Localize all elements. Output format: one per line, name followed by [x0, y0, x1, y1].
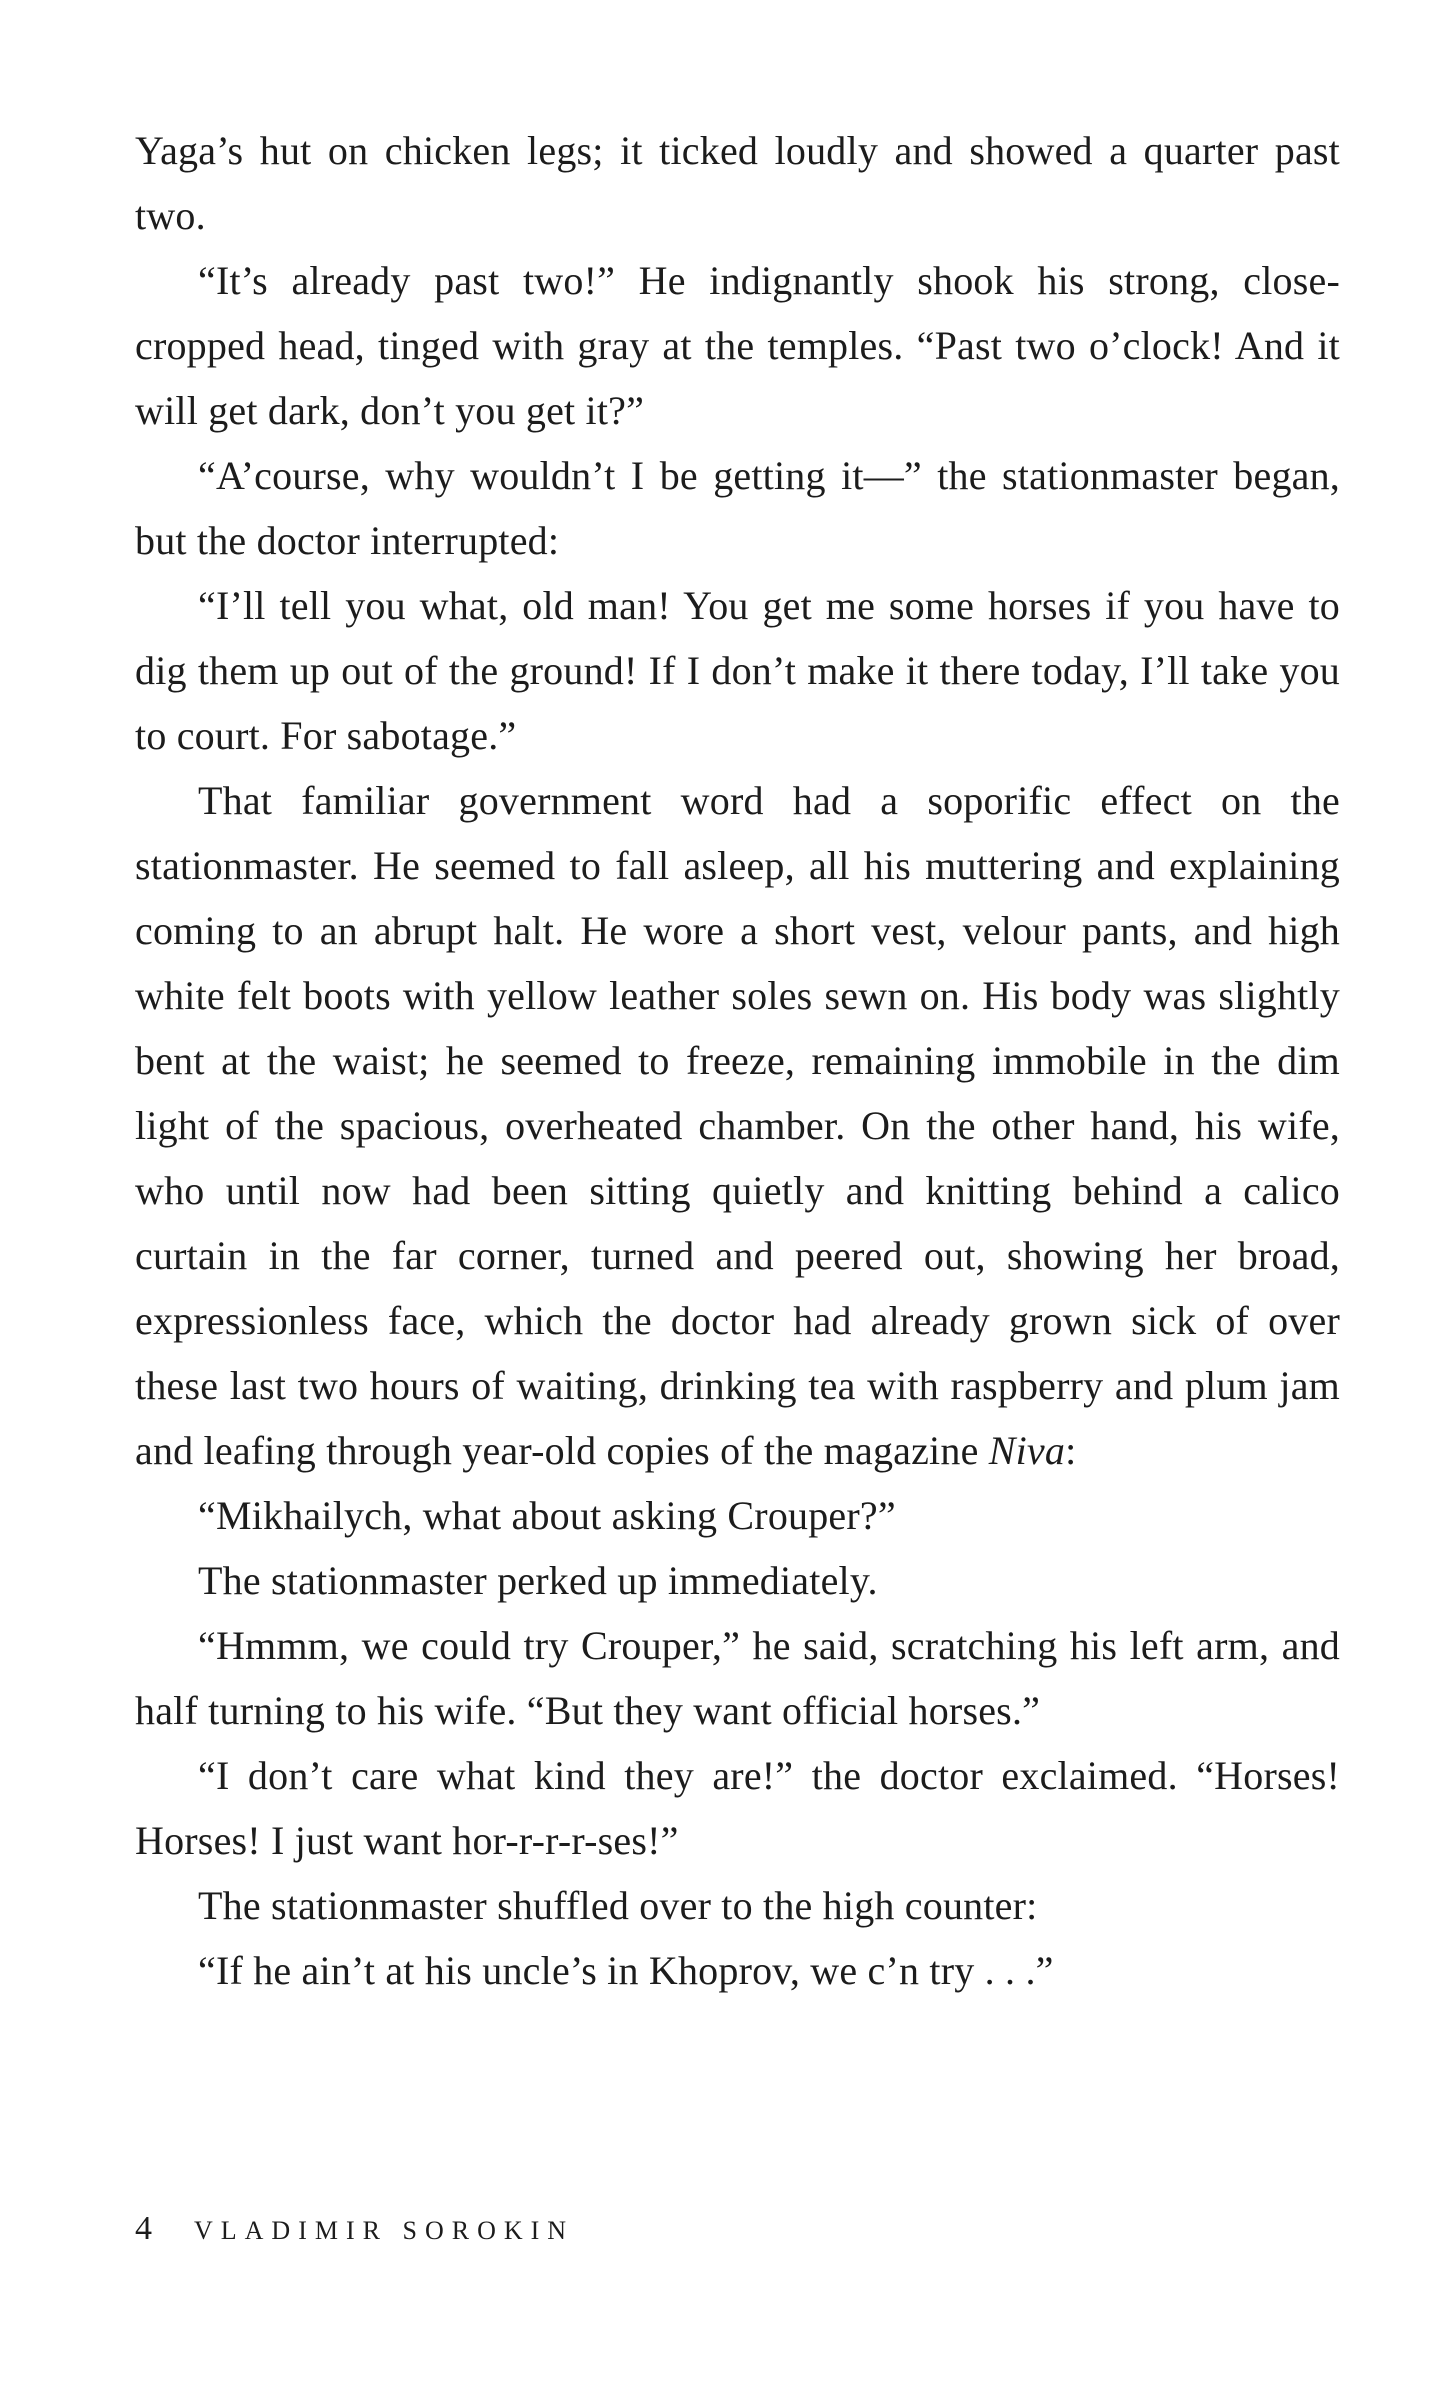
paragraph: “If he ain’t at his uncle’s in Khoprov, we c’n try . . .” [198, 1948, 1054, 1993]
paragraph: The stationmaster perked up immediately. [198, 1558, 878, 1603]
paragraph-with-magazine [135, 768, 1340, 1483]
magazine-colon: : [1065, 1428, 1077, 1473]
paragraph: “I’ll tell you what, old man! You get me some horses if you have to dig them up out of the ground! If I don’t make it there today, I’ll take you to court. For sabotage.” [135, 583, 1340, 758]
paragraph: The stationmaster shuffled over to the high counter: [198, 1883, 1038, 1928]
running-head-author: VLADIMIR SOROKIN [194, 2216, 575, 2245]
paragraph: “Mikhailych, what about asking Crouper?” [198, 1493, 896, 1538]
paragraph-text: That familiar government word had a soporific effect on the stationmaster. He seemed to fall asleep, all his muttering and explaining coming to an abrupt halt. He wore a short vest, velour pants, and high white felt boots with yellow leather soles sewn on. His body was slightly bent at the waist; he seemed to freeze, remaining immobile in the dim light of the spacious, overheated chamber. On the other hand, his wife, who until now had been sitting quietly and knitting behind a calico curtain in the far corner, turned and peered out, showing her broad, expressionless face, which the doctor had already grown sick of over these last two hours of waiting, drinking tea with raspberry and plum jam and leafing through year-old copies of the magazine [135, 778, 1340, 1473]
page-number: 4 [135, 2210, 152, 2247]
paragraph: “It’s already past two!” He indignantly shook his strong, close-cropped head, tinged with gray at the temples. “Past two o’clock! And it will get dark, don’t you get it?” [135, 258, 1340, 433]
paragraph: “Hmmm, we could try Crouper,” he said, scratching his left arm, and half turning to his wife. “But they want official horses.” [135, 1623, 1340, 1733]
magazine-title: Niva [988, 1428, 1066, 1473]
page-footer [135, 2210, 574, 2248]
body-text [135, 118, 1340, 2003]
paragraph-continued: Yaga’s hut on chicken legs; it ticked loudly and showed a quarter past two. [135, 128, 1340, 238]
paragraph: “I don’t care what kind they are!” the doctor exclaimed. “Horses! Horses! I just want hor-r-r-r-ses!” [135, 1753, 1340, 1863]
paragraph: “A’course, why wouldn’t I be getting it—” the stationmaster began, but the doctor interrupted: [135, 453, 1340, 563]
